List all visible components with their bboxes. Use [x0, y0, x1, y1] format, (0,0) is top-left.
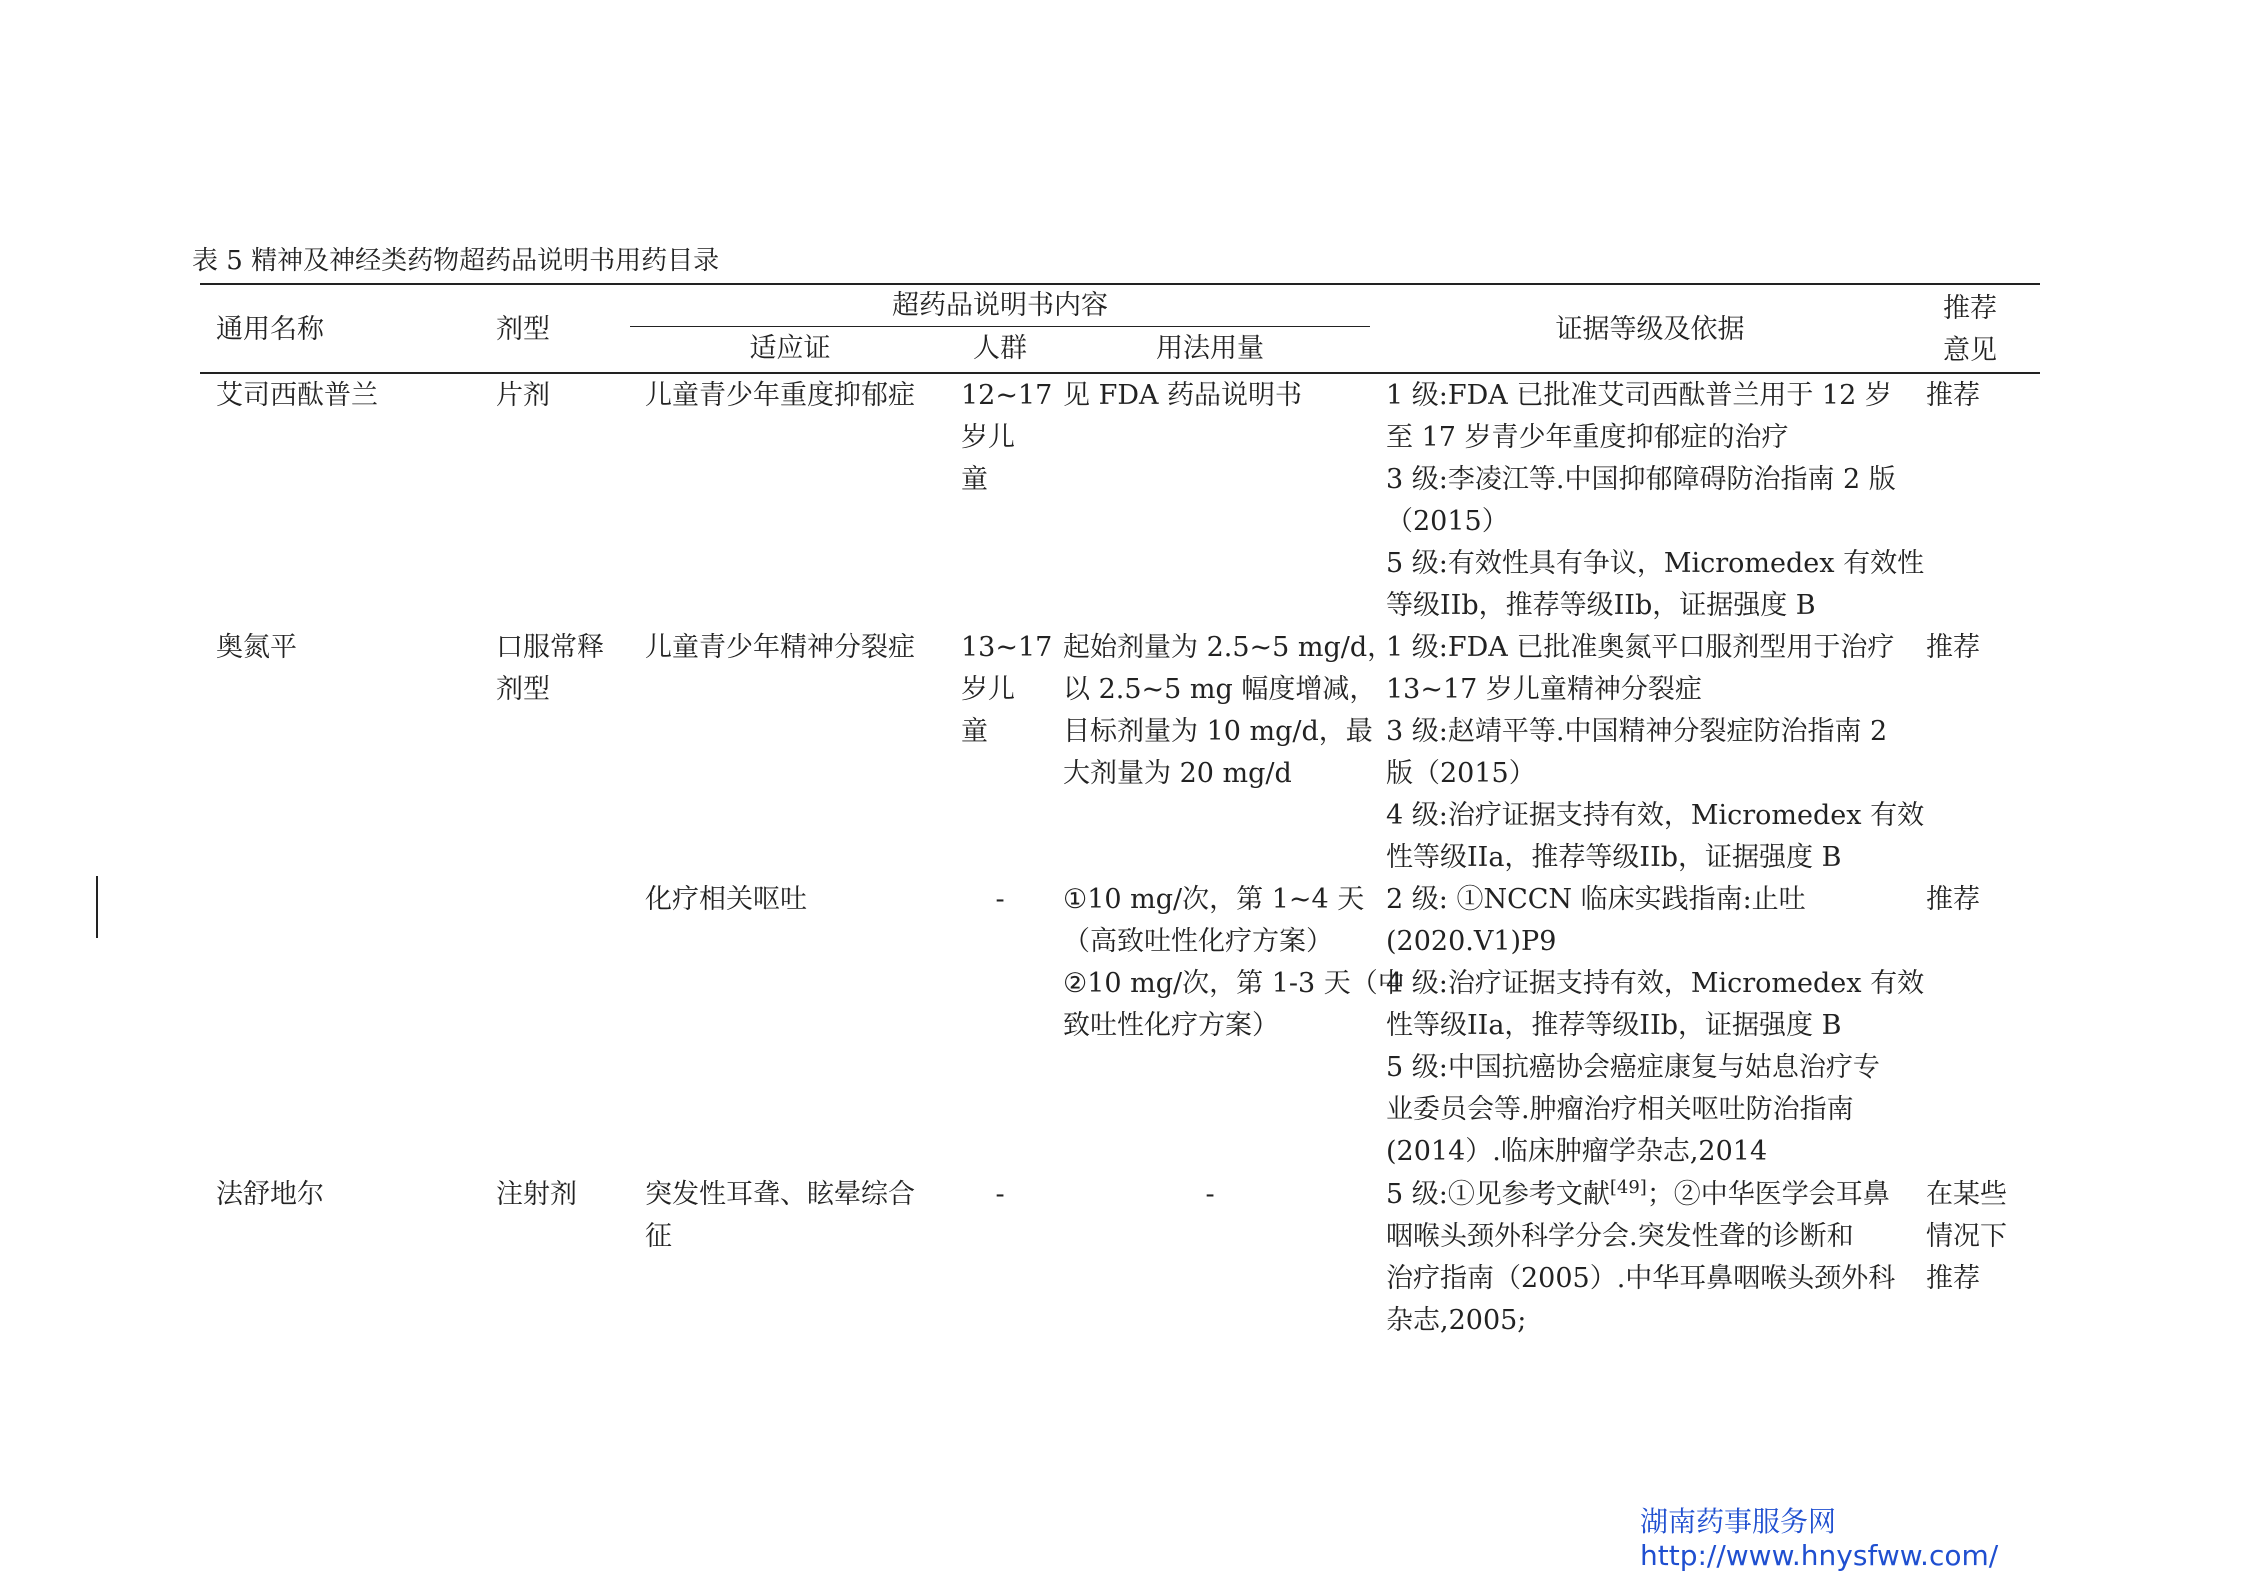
row-3-evidence-line: 4 级:治疗证据支持有效，Micromedex 有效 [1386, 968, 1925, 999]
row-4-name: 法舒地尔 [216, 1179, 324, 1210]
row-1-form-line: 片剂 [496, 380, 550, 411]
citation-ref: [49] [1609, 1177, 1647, 1198]
row-4-evidence-text: ；②中华医学会耳鼻 [1646, 1179, 1890, 1210]
row-3-evidence-line: (2014）.临床肿瘤学杂志,2014 [1386, 1136, 1768, 1167]
row-4-recommend-line: 情况下 [1926, 1221, 2007, 1252]
margin-text-cursor [96, 876, 98, 938]
row-4-evidence-line: 杂志,2005; [1386, 1305, 1527, 1336]
row-2-evidence-line: 性等级IIa，推荐等级IIb，证据强度 B [1386, 842, 1842, 873]
header-offlabel-group: 超药品说明书内容 [892, 290, 1108, 321]
row-2-evidence [1386, 627, 1924, 879]
row-4-recommend-line: 在某些 [1926, 1179, 2007, 1210]
row-1-name: 艾司西酞普兰 [216, 380, 378, 411]
row-4-indication-line: 突发性耳聋、眩晕综合 [645, 1179, 915, 1210]
row-1-population-line: 童 [961, 464, 988, 495]
row-2-form-line: 口服常释 [496, 632, 604, 663]
header-form: 剂型 [496, 314, 550, 345]
row-1-dosage-line: 见 FDA 药品说明书 [1063, 380, 1303, 411]
row-1-population [961, 375, 1052, 501]
row-2-recommend-line: 推荐 [1926, 632, 1980, 663]
row-1-evidence-line: 5 级:有效性具有争议，Micromedex 有效性 [1386, 548, 1925, 579]
row-3-dosage [1063, 879, 1405, 1047]
footer-watermark [1640, 1505, 1998, 1573]
row-4-dosage [1050, 1174, 1370, 1216]
row-2-indication [645, 627, 915, 669]
row-1-dosage [1063, 375, 1302, 417]
row-2-dosage [1063, 627, 1394, 795]
row-4-indication-line: 征 [645, 1221, 672, 1252]
table-caption: 表 5 精神及神经类药物超药品说明书用药目录 [192, 246, 720, 276]
row-2-population-line: 岁儿 [961, 674, 1015, 705]
row-3-evidence-line: 业委员会等.肿瘤治疗相关呕吐防治指南 [1386, 1094, 1854, 1125]
row-3-evidence-line: 5 级:中国抗癌协会癌症康复与姑息治疗专 [1386, 1052, 1880, 1083]
row-4-dosage-line: - [1205, 1179, 1215, 1210]
row-3-dosage-line: （高致吐性化疗方案） [1063, 926, 1333, 957]
row-3-recommend-line: 推荐 [1926, 884, 1980, 915]
footer-site-url[interactable]: http://www.hnysfww.com/ [1640, 1539, 1999, 1572]
row-4-evidence [1386, 1174, 1895, 1342]
row-2-dosage-line: 大剂量为 20 mg/d [1063, 758, 1292, 789]
row-4-form [496, 1174, 577, 1216]
row-2-population-line: 13~17 [961, 632, 1053, 663]
row-1-evidence-line: （2015） [1386, 506, 1509, 537]
row-2-form [496, 627, 604, 711]
row-2-name: 奥氮平 [216, 632, 297, 663]
row-1-evidence-line: 等级IIb，推荐等级IIb，证据强度 B [1386, 590, 1816, 621]
row-3-dosage-line: ②10 mg/次，第 1-3 天（中 [1063, 968, 1405, 999]
row-2-recommend [1926, 627, 1980, 669]
row-2-evidence-line: 13~17 岁儿童精神分裂症 [1386, 674, 1702, 705]
row-2-evidence-line: 1 级:FDA 已批准奥氮平口服剂型用于治疗 [1386, 632, 1895, 663]
row-1-indication-line: 儿童青少年重度抑郁症 [645, 380, 915, 411]
row-1-indication [645, 375, 915, 417]
footer-site-name: 湖南药事服务网 [1640, 1505, 1837, 1538]
header-population: 人群 [973, 333, 1027, 364]
row-2-population [961, 627, 1052, 753]
row-3-evidence-line: (2020.V1)P9 [1386, 926, 1557, 957]
header-evidence: 证据等级及依据 [1555, 314, 1745, 345]
row-1-evidence-line: 1 级:FDA 已批准艾司西酞普兰用于 12 岁 [1386, 380, 1892, 411]
row-3-dosage-line: ①10 mg/次，第 1~4 天 [1063, 884, 1365, 915]
row-4-population [950, 1174, 1050, 1216]
header-indication: 适应证 [749, 333, 831, 364]
header-recommend-line2: 意见 [1943, 335, 1997, 366]
row-1-evidence-line: 3 级:李凌江等.中国抑郁障碍防治指南 2 版 [1386, 464, 1896, 495]
header-dosage: 用法用量 [1156, 333, 1264, 364]
row-1-evidence [1386, 375, 1924, 627]
row-2-dosage-line: 以 2.5~5 mg 幅度增减， [1063, 674, 1377, 705]
row-2-evidence-line: 4 级:治疗证据支持有效，Micromedex 有效 [1386, 800, 1925, 831]
row-1-population-line: 岁儿 [961, 422, 1015, 453]
row-3-evidence-line: 2 级: ①NCCN 临床实践指南:止吐 [1386, 884, 1806, 915]
row-2-population-line: 童 [961, 716, 988, 747]
row-2-evidence-line: 版（2015） [1386, 758, 1536, 789]
row-4-recommend-line: 推荐 [1926, 1263, 1980, 1294]
row-1-recommend [1926, 375, 1980, 417]
row-4-evidence-line [1386, 1174, 1895, 1216]
row-4-evidence-line: 治疗指南（2005）.中华耳鼻咽喉头颈外科 [1386, 1263, 1896, 1294]
row-1-evidence-line: 至 17 岁青少年重度抑郁症的治疗 [1386, 422, 1789, 453]
header-recommend [1920, 288, 2020, 372]
row-2-dosage-line: 目标剂量为 10 mg/d，最 [1063, 716, 1373, 747]
row-3-evidence [1386, 879, 1924, 1173]
header-bottom-rule [200, 372, 2040, 374]
row-3-population-line: - [995, 884, 1005, 915]
header-name: 通用名称 [216, 314, 324, 345]
row-1-recommend-line: 推荐 [1926, 380, 1980, 411]
header-recommend-line1: 推荐 [1943, 293, 1997, 324]
row-3-population [950, 879, 1050, 921]
row-3-dosage-line: 致吐性化疗方案） [1063, 1010, 1279, 1041]
row-4-population-line: - [995, 1179, 1005, 1210]
row-1-form [496, 375, 550, 417]
row-2-evidence-line: 3 级:赵靖平等.中国精神分裂症防治指南 2 [1386, 716, 1888, 747]
row-4-indication [645, 1174, 915, 1258]
row-4-evidence-line: 咽喉头颈外科学分会.突发性聋的诊断和 [1386, 1221, 1854, 1252]
row-2-indication-line: 儿童青少年精神分裂症 [645, 632, 915, 663]
row-2-form-line: 剂型 [496, 674, 550, 705]
row-3-indication [645, 879, 807, 921]
row-3-evidence-line: 性等级IIa，推荐等级IIb，证据强度 B [1386, 1010, 1842, 1041]
row-2-dosage-line: 起始剂量为 2.5~5 mg/d， [1063, 632, 1395, 663]
row-3-indication-line: 化疗相关呕吐 [645, 884, 807, 915]
row-1-population-line: 12~17 [961, 380, 1053, 411]
row-4-evidence-text: 5 级:①见参考文献 [1386, 1179, 1610, 1210]
row-4-form-line: 注射剂 [496, 1179, 577, 1210]
row-3-recommend [1926, 879, 1980, 921]
row-4-recommend [1926, 1174, 2007, 1300]
